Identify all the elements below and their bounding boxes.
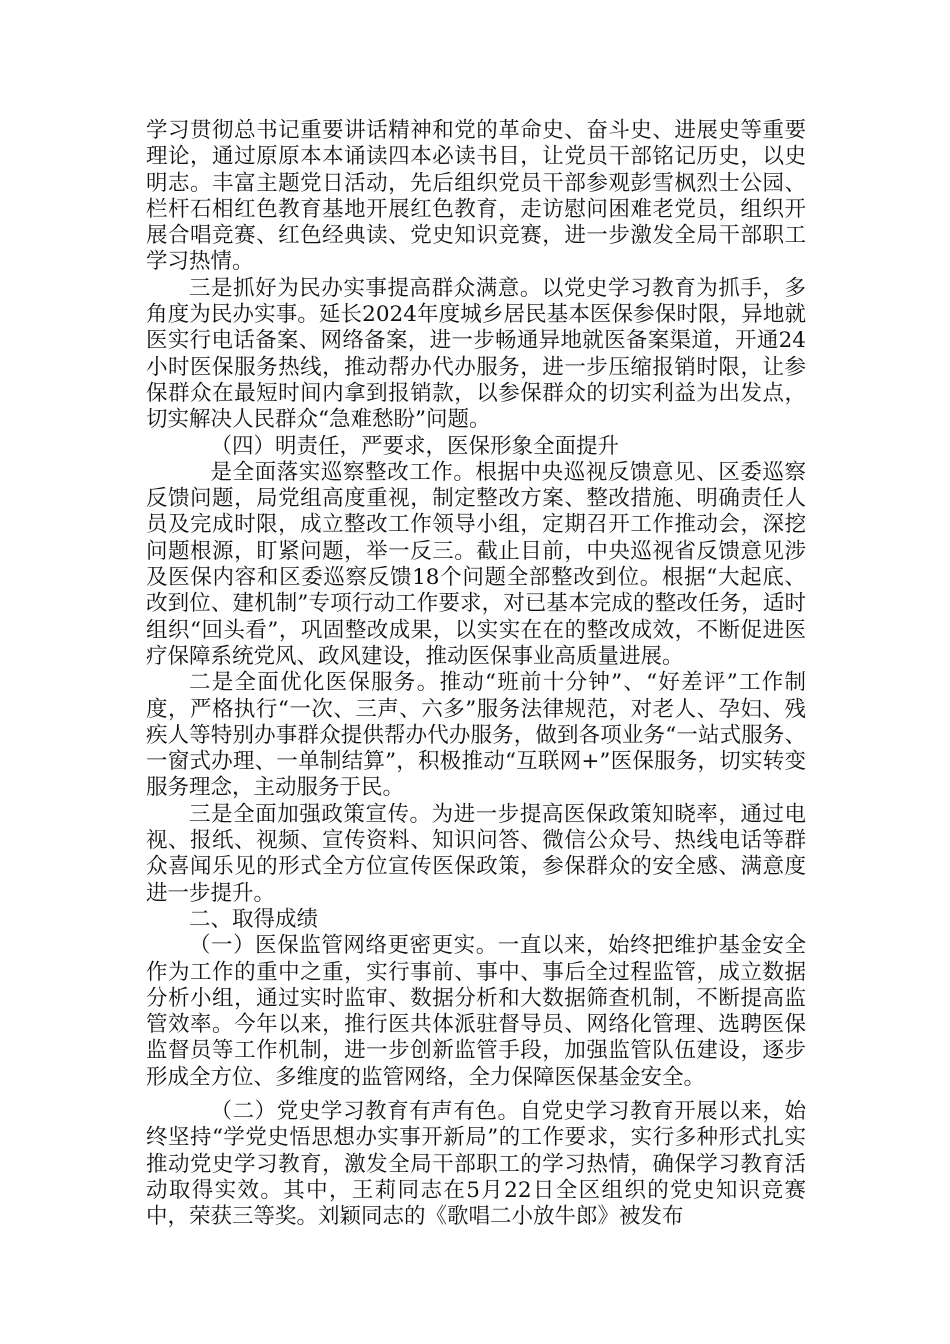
paragraph-supervision-network: （一）医保监管网络更密更实。一直以来，始终把维护基金安全作为工作的重中之重，实行事前、事中、事后全过程监管，成立数据分析小组，通过实时监审、数据分析和大数据筛查机制，不断提高监管效率。今年以来，推行医共体派驻督导员、网络化管理、选聘医保监督员等工作机制，进一步创新监管手段，加强监管队伍建设，逐步形成全方位、多维度的监管网络，全力保障医保基金安全。 [146, 933, 806, 1090]
section-heading-achievements: 二、取得成绩 [189, 906, 319, 932]
paragraph-party-history-study: 学习贯彻总书记重要讲话精神和党的革命史、奋斗史、进展史等重要理论，通过原原本本诵读四本必读书目，让党员干部铭记历史，以史明志。丰富主题党日活动，先后组织党员干部参观彭雪枫烈士公园、栏杆石相红色教育基地开展红色教育，走访慰问困难老党员，组织开展合唱竞赛、红色经典读、党史知识竞赛，进一步激发全局干部职工学习热情。 [146, 118, 806, 275]
paragraph-policy-publicity: 三是全面加强政策宣传。为进一步提高医保政策知晓率，通过电视、报纸、视频、宣传资料、知识问答、微信公众号、热线电话等群众喜闻乐见的形式全方位宣传医保政策，参保群众的安全感、满意度进一步提升。 [146, 801, 806, 906]
paragraph-inspection-rectification: 是全面落实巡察整改工作。根据中央巡视反馈意见、区委巡察反馈问题，局党组高度重视，制定整改方案、整改措施、明确责任人员及完成时限，成立整改工作领导小组，定期召开工作推动会，深挖问题根源，盯紧问题，举一反三。截止目前，中央巡视省反馈意见涉及医保内容和区委巡察反馈18个问题全部整改到位。根据“大起底、改到位、建机制”专项行动工作要求，对已基本完成的整改任务，适时组织“回头看”，巩固整改成果，以实实在在的整改成效，不断促进医疗保障系统党风、政风建设，推动医保事业高质量进展。 [146, 459, 806, 669]
section-heading-responsibility: （四）明责任，严要求，医保形象全面提升 [210, 433, 620, 459]
paragraph-party-history-education: （二）党史学习教育有声有色。自党史学习教育开展以来，始终坚持“学党史悟思想办实事开新局”的工作要求，实行多种形式扎实推动党史学习教育，激发全局干部职工的学习热情，确保学习教育活动取得实效。其中，王莉同志在5月22日全区组织的党史知识竞赛中，荣获三等奖。刘颖同志的《歌唱二小放牛郎》被发布 [146, 1098, 806, 1230]
paragraph-serve-people: 三是抓好为民办实事提高群众满意。以党史学习教育为抓手，多角度为民办实事。延长2024年度城乡居民基本医保参保时限，异地就医实行电话备案、网络备案，进一步畅通异地就医备案渠道，开通24小时医保服务热线，推动帮办代办服务，进一步压缩报销时限，让参保群众在最短时间内拿到报销款，以参保群众的切实利益为出发点，切实解决人民群众“急难愁盼”问题。 [146, 275, 806, 433]
paragraph-optimize-service: 二是全面优化医保服务。推动“班前十分钟”、“好差评”工作制度，严格执行“一次、三声、六多”服务法律规范，对老人、孕妇、残疾人等特别办事群众提供帮办代办服务，做到各项业务“一站式服务、一窗式办理、一单制结算”，积极推动“互联网+”医保服务，切实转变服务理念，主动服务于民。 [146, 670, 806, 801]
document-body [146, 118, 806, 1230]
